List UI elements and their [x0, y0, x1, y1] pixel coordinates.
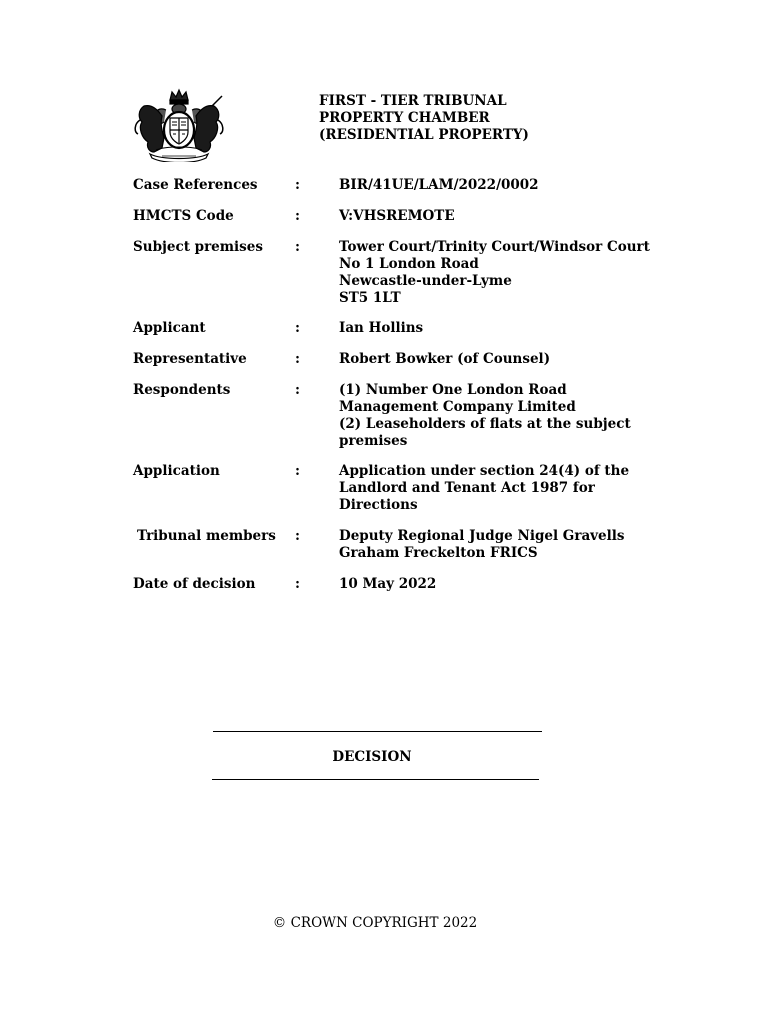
value-line: Deputy Regional Judge Nigel Gravells [339, 528, 625, 544]
case-references-label: Case References [133, 177, 258, 193]
case-references-value [339, 177, 669, 194]
field-colon: : [295, 528, 300, 544]
bottom-rule [212, 779, 539, 780]
hmcts-code-value [339, 208, 669, 225]
value-line: Ian Hollins [339, 320, 424, 336]
subject-premises-value [339, 239, 669, 307]
field-colon: : [295, 576, 300, 592]
tribunal-members-label: Tribunal members [137, 528, 276, 544]
value-line: Tower Court/Trinity Court/Windsor Court [339, 239, 650, 255]
field-colon: : [295, 320, 300, 336]
header-line: (RESIDENTIAL PROPERTY) [319, 127, 529, 143]
value-line: ST5 1LT [339, 290, 401, 306]
value-line: BIR/41UE/LAM/2022/0002 [339, 177, 539, 193]
value-line: premises [339, 433, 408, 449]
applicant-label: Applicant [133, 320, 206, 336]
value-line: Application under section 24(4) of the [339, 463, 630, 479]
copyright-footer: © CROWN COPYRIGHT 2022 [272, 915, 478, 931]
applicant-value [339, 320, 669, 337]
tribunal-members-value [339, 528, 669, 562]
value-line: Directions [339, 497, 418, 513]
subject-premises-label: Subject premises [133, 239, 263, 255]
value-line: Management Company Limited [339, 399, 576, 415]
value-line: (2) Leaseholders of flats at the subject [339, 416, 631, 432]
field-colon: : [295, 382, 300, 398]
value-line: Landlord and Tenant Act 1987 for [339, 480, 595, 496]
date-of-decision-label: Date of decision [133, 576, 256, 592]
royal-coat-of-arms-icon [132, 86, 226, 162]
representative-value [339, 351, 669, 368]
value-line: 10 May 2022 [339, 576, 437, 592]
value-line: Robert Bowker (of Counsel) [339, 351, 551, 367]
field-colon: : [295, 351, 300, 367]
value-line: No 1 London Road [339, 256, 479, 272]
representative-label: Representative [133, 351, 247, 367]
application-value [339, 463, 669, 514]
respondents-value [339, 382, 669, 450]
date-of-decision-value [339, 576, 669, 593]
field-colon: : [295, 463, 300, 479]
value-line: (1) Number One London Road [339, 382, 567, 398]
header-line: FIRST - TIER TRIBUNAL [319, 93, 507, 109]
value-line: Newcastle-under-Lyme [339, 273, 512, 289]
tribunal-header [319, 93, 529, 144]
header-line: PROPERTY CHAMBER [319, 110, 490, 126]
hmcts-code-label: HMCTS Code [133, 208, 234, 224]
field-colon: : [295, 177, 300, 193]
value-line: V:VHSREMOTE [339, 208, 455, 224]
field-colon: : [295, 239, 300, 255]
decision-title: DECISION [332, 749, 412, 765]
respondents-label: Respondents [133, 382, 231, 398]
field-colon: : [295, 208, 300, 224]
value-line: Graham Freckelton FRICS [339, 545, 538, 561]
top-rule [213, 731, 542, 732]
application-label: Application [133, 463, 220, 479]
